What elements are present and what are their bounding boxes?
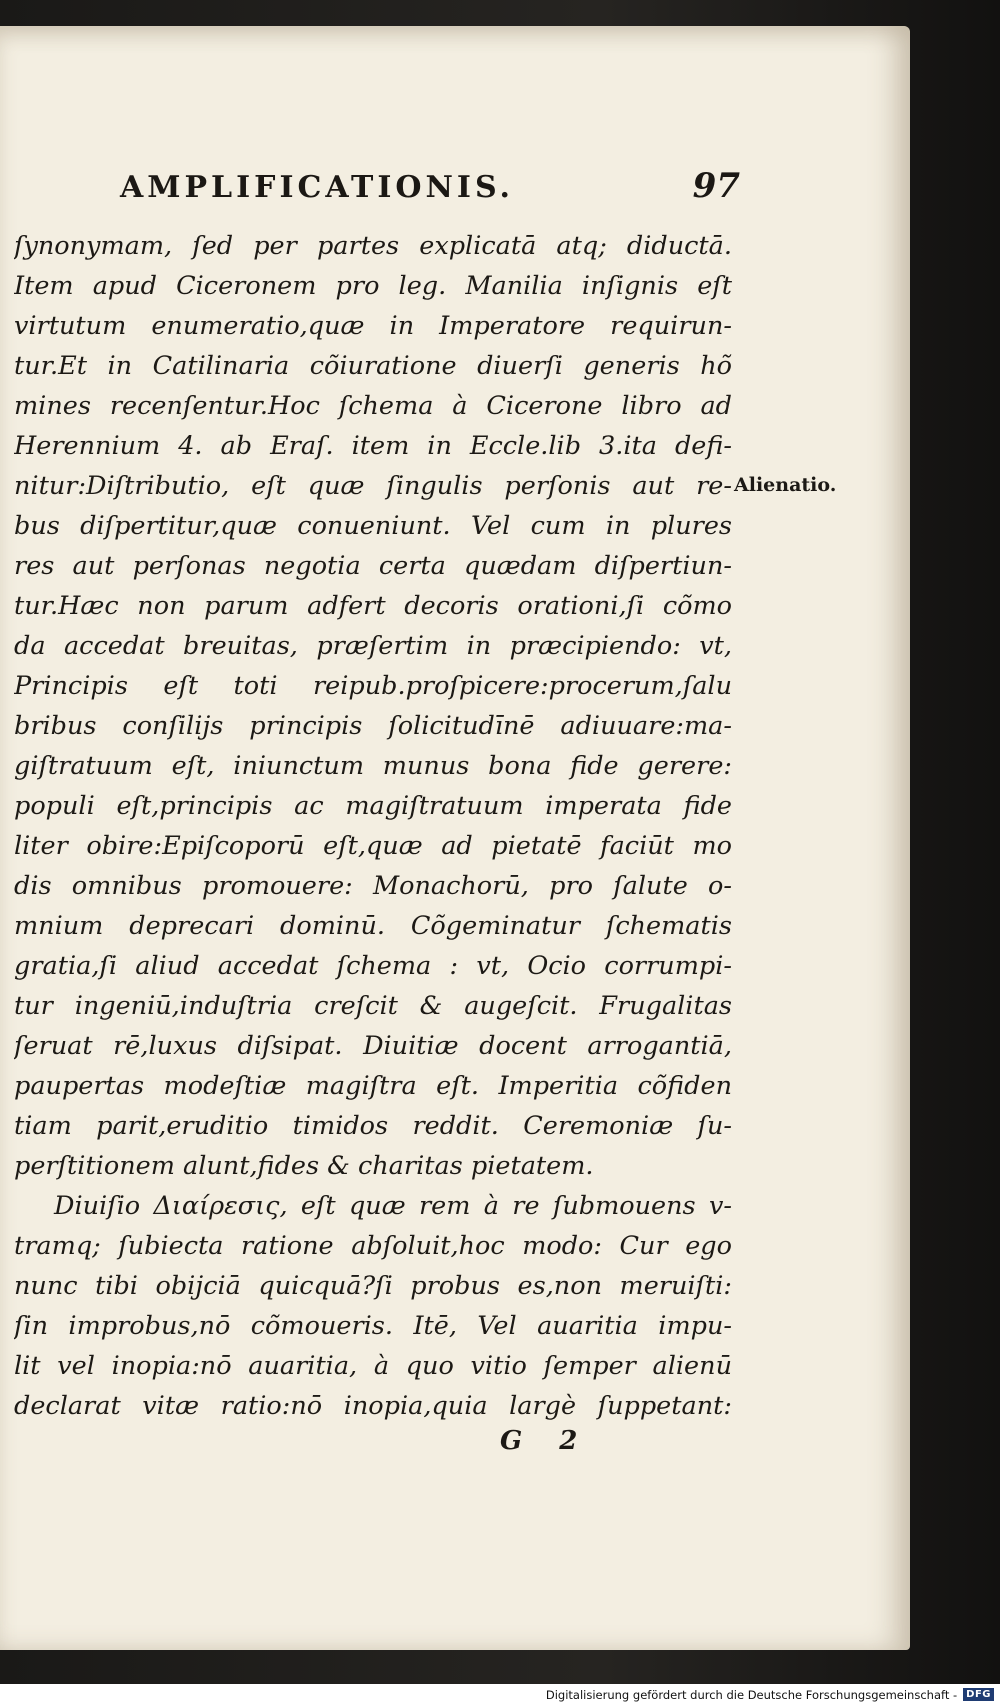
text-line: Principis eſt toti reipub.proſpicere:procerum,ſalu xyxy=(14,671,732,701)
text-line: lit vel inopia:nō auaritia, à quo vitio ſemper alienū xyxy=(14,1351,732,1381)
page-number: 97 xyxy=(692,166,740,206)
text-line: bus diſpertitur,quæ conueniunt. Vel cum in plures xyxy=(14,511,732,541)
dfg-logo: DFG xyxy=(963,1688,994,1701)
text-line: Diuiſio Διαίρεσις, eſt quæ rem à re ſubmouens v- xyxy=(54,1191,732,1221)
book-page xyxy=(0,26,910,1650)
text-line: res aut perſonas negotia certa quædam diſpertiun- xyxy=(14,551,732,581)
signature-mark: G 2 xyxy=(500,1426,592,1456)
text-line: giſtratuum eſt, iniunctum munus bona fide gerere: xyxy=(14,751,732,781)
text-line: mines recenſentur.Hoc ſchema à Cicerone libro ad xyxy=(14,391,732,421)
text-line: declarat vitæ ratio:nō inopia,quia largè ſuppetant: xyxy=(14,1391,732,1421)
text-line: nunc tibi obijciā quicquā?ſi probus es,non meruiſti: xyxy=(14,1271,732,1301)
running-head-title: AMPLIFICATIONIS. xyxy=(120,170,514,205)
running-head xyxy=(120,166,740,216)
text-line: dis omnibus promouere: Monachorū, pro ſalute o- xyxy=(14,871,732,901)
text-line: ſynonymam, ſed per partes explicatā atq; diductā. xyxy=(14,231,732,261)
text-line: paupertas modeſtiæ magiſtra eſt. Imperitia cõfiden xyxy=(14,1071,732,1101)
body-text xyxy=(14,226,732,1426)
text-line: mnium deprecari dominū. Cõgeminatur ſchematis xyxy=(14,911,732,941)
text-line: populi eſt,principis ac magiſtratuum imperata fide xyxy=(14,791,732,821)
text-line: tramq; ſubiecta ratione abſoluit,hoc modo: Cur ego xyxy=(14,1231,732,1261)
text-line: tur.Et in Catilinaria cõiuratione diuerſi generis hõ xyxy=(14,351,732,381)
text-line: Item apud Ciceronem pro leg. Manilia inſignis eſt xyxy=(14,271,732,301)
text-line: tiam parit,eruditio timidos reddit. Ceremoniæ ſu- xyxy=(14,1111,732,1141)
text-line: liter obire:Epiſcoporū eſt,quæ ad pietatē faciūt mo xyxy=(14,831,732,861)
text-line: nitur:Diſtributio, eſt quæ ſingulis perſonis aut re- xyxy=(14,471,732,501)
text-line: Herennium 4. ab Eraſ. item in Eccle.lib 3.ita defi- xyxy=(14,431,732,461)
text-line: tur.Hæc non parum adfert decoris orationi,ſi cõmo xyxy=(14,591,732,621)
digitization-credit: Digitalisierung gefördert durch die Deutsche Forschungsgemeinschaft - xyxy=(545,1687,958,1702)
footer-bar xyxy=(0,1684,1000,1705)
text-line: tur ingeniū,induſtria creſcit & augeſcit. Frugalitas xyxy=(14,991,732,1021)
text-line: perſtitionem alunt,fides & charitas pietatem. xyxy=(14,1151,594,1181)
marginal-note: Alienatio. xyxy=(734,474,837,496)
text-line: bribus conſilijs principis ſolicitudīnē adiuuare:ma- xyxy=(14,711,732,741)
text-line: ſin improbus,nō cõmoueris. Itē, Vel auaritia impu- xyxy=(14,1311,732,1341)
text-line: gratia,ſi aliud accedat ſchema : vt, Ocio corrumpi- xyxy=(14,951,732,981)
text-line: ſeruat rē,luxus diſsipat. Diuitiæ docent arrogantiā, xyxy=(14,1031,732,1061)
text-line: da accedat breuitas, præſertim in præcipiendo: vt, xyxy=(14,631,732,661)
text-line: virtutum enumeratio,quæ in Imperatore requirun- xyxy=(14,311,732,341)
